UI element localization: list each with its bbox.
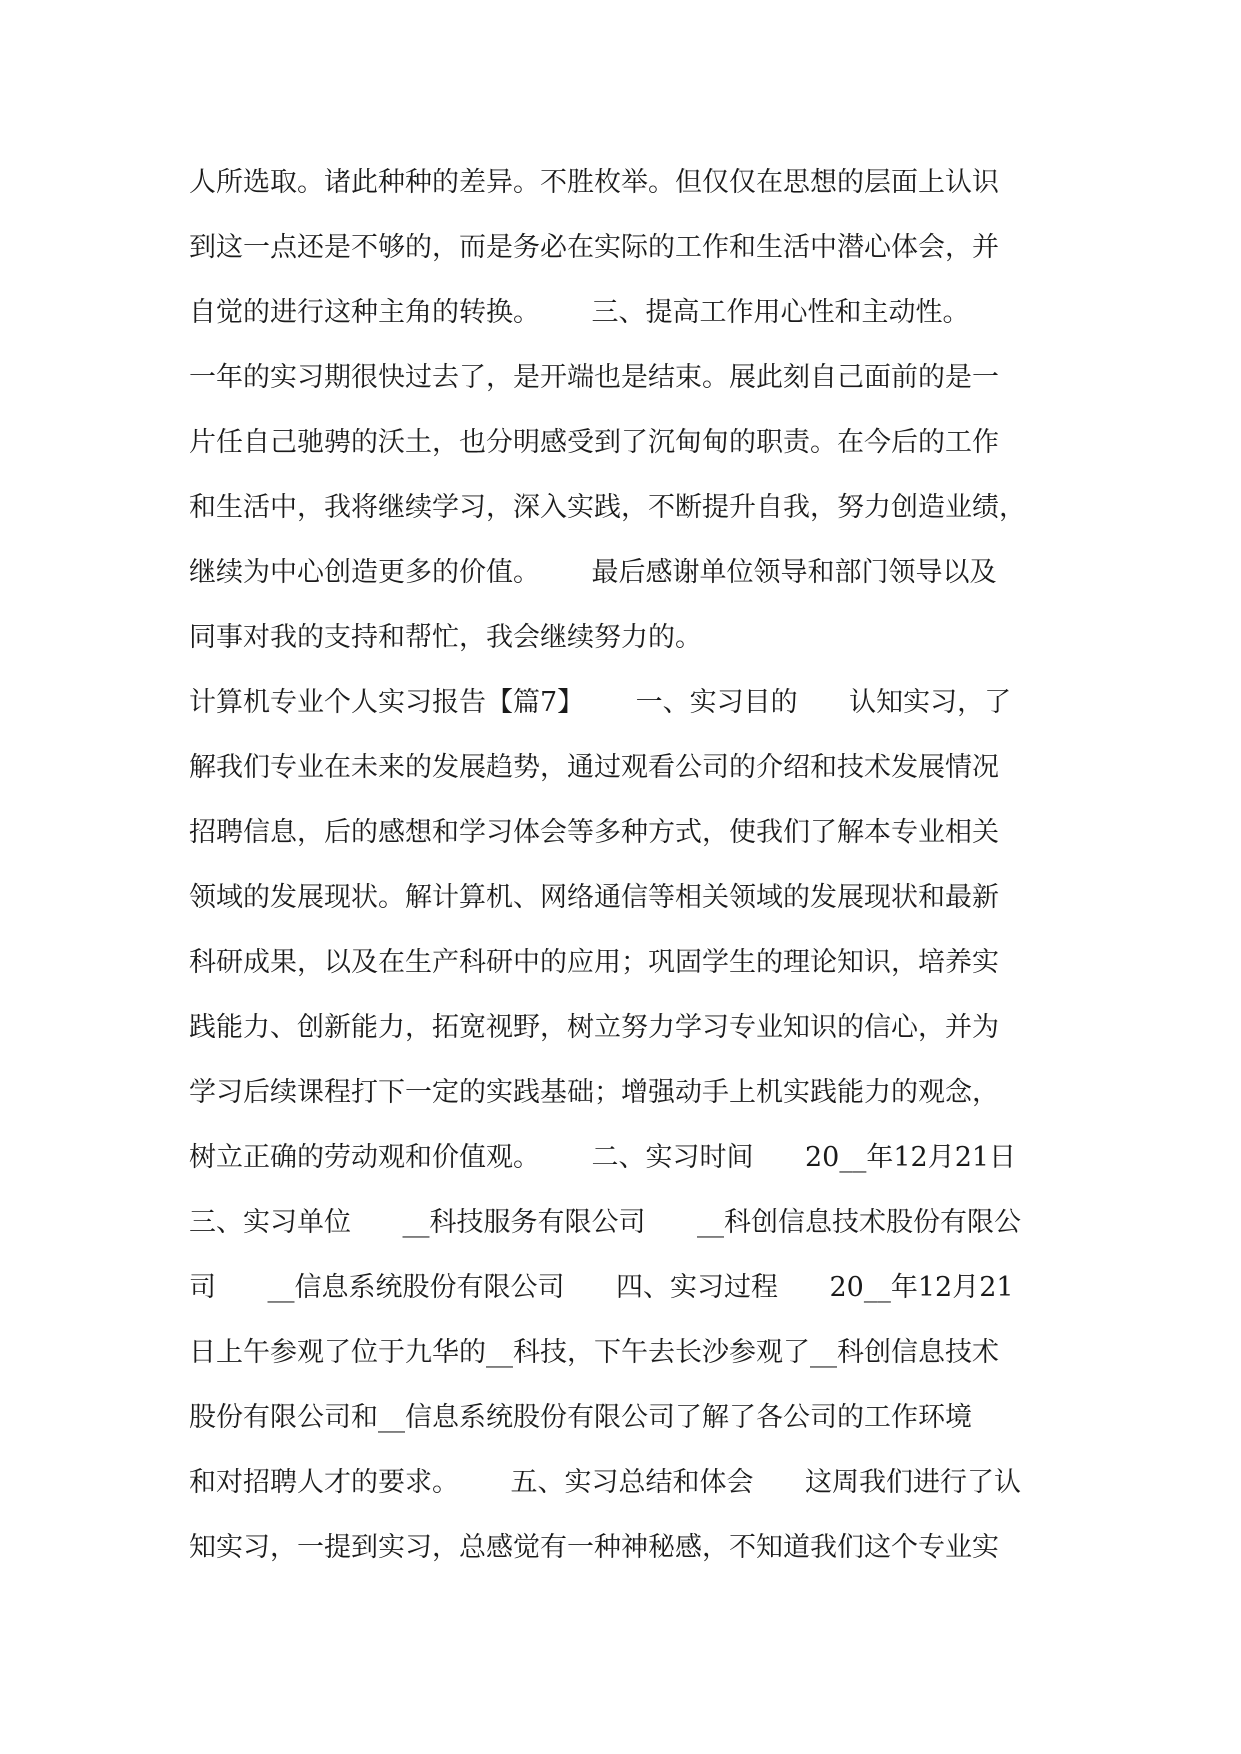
- text-line: 片任自己驰骋的沃土，也分明感受到了沉甸甸的职责。在今后的工作: [189, 427, 999, 458]
- text-line: 树立正确的劳动观和价值观。 二、实习时间 20__年12月21日: [189, 1142, 1017, 1173]
- text-line: 一年的实习期很快过去了，是开端也是结束。展此刻自己面前的是一: [189, 362, 999, 393]
- text-line: 继续为中心创造更多的价值。 最后感谢单位领导和部门领导以及: [189, 557, 997, 588]
- section-heading-line: 计算机专业个人实习报告【篇7】 一、实习目的 认知实习，了: [189, 687, 1012, 718]
- text-line: 和对招聘人才的要求。 五、实习总结和体会 这周我们进行了认: [189, 1467, 1021, 1498]
- text-line: 日上午参观了位于九华的__科技，下午去长沙参观了__科创信息技术: [189, 1337, 999, 1368]
- text-line: 到这一点还是不够的，而是务必在实际的工作和生活中潜心体会，并: [189, 232, 999, 263]
- text-line: 知实习，一提到实习，总感觉有一种神秘感，不知道我们这个专业实: [189, 1532, 999, 1563]
- text-line: 人所选取。诸此种种的差异。不胜枚举。但仅仅在思想的层面上认识: [189, 167, 999, 198]
- text-line: 领域的发展现状。解计算机、网络通信等相关领域的发展现状和最新: [189, 882, 999, 913]
- text-line: 科研成果，以及在生产科研中的应用；巩固学生的理论知识，培养实: [189, 947, 999, 978]
- text-line: 同事对我的支持和帮忙，我会继续努力的。: [189, 622, 702, 653]
- text-line: 股份有限公司和__信息系统股份有限公司了解了各公司的工作环境: [189, 1402, 972, 1433]
- text-line: 和生活中，我将继续学习，深入实践，不断提升自我，努力创造业绩，: [189, 492, 1026, 523]
- text-line: 解我们专业在未来的发展趋势，通过观看公司的介绍和技术发展情况: [189, 752, 999, 783]
- body-text: [189, 150, 1059, 1580]
- text-line: 自觉的进行这种主角的转换。 三、提高工作用心性和主动性。: [189, 297, 970, 328]
- text-line: 践能力、创新能力，拓宽视野，树立努力学习专业知识的信心，并为: [189, 1012, 999, 1043]
- text-line: 三、实习单位 __科技服务有限公司 __科创信息技术股份有限公: [189, 1207, 1021, 1238]
- text-line: 司 __信息系统股份有限公司 四、实习过程 20__年12月21: [189, 1272, 1014, 1303]
- text-line: 学习后续课程打下一定的实践基础；增强动手上机实践能力的观念，: [189, 1077, 999, 1108]
- text-line: 招聘信息，后的感想和学习体会等多种方式，使我们了解本专业相关: [189, 817, 999, 848]
